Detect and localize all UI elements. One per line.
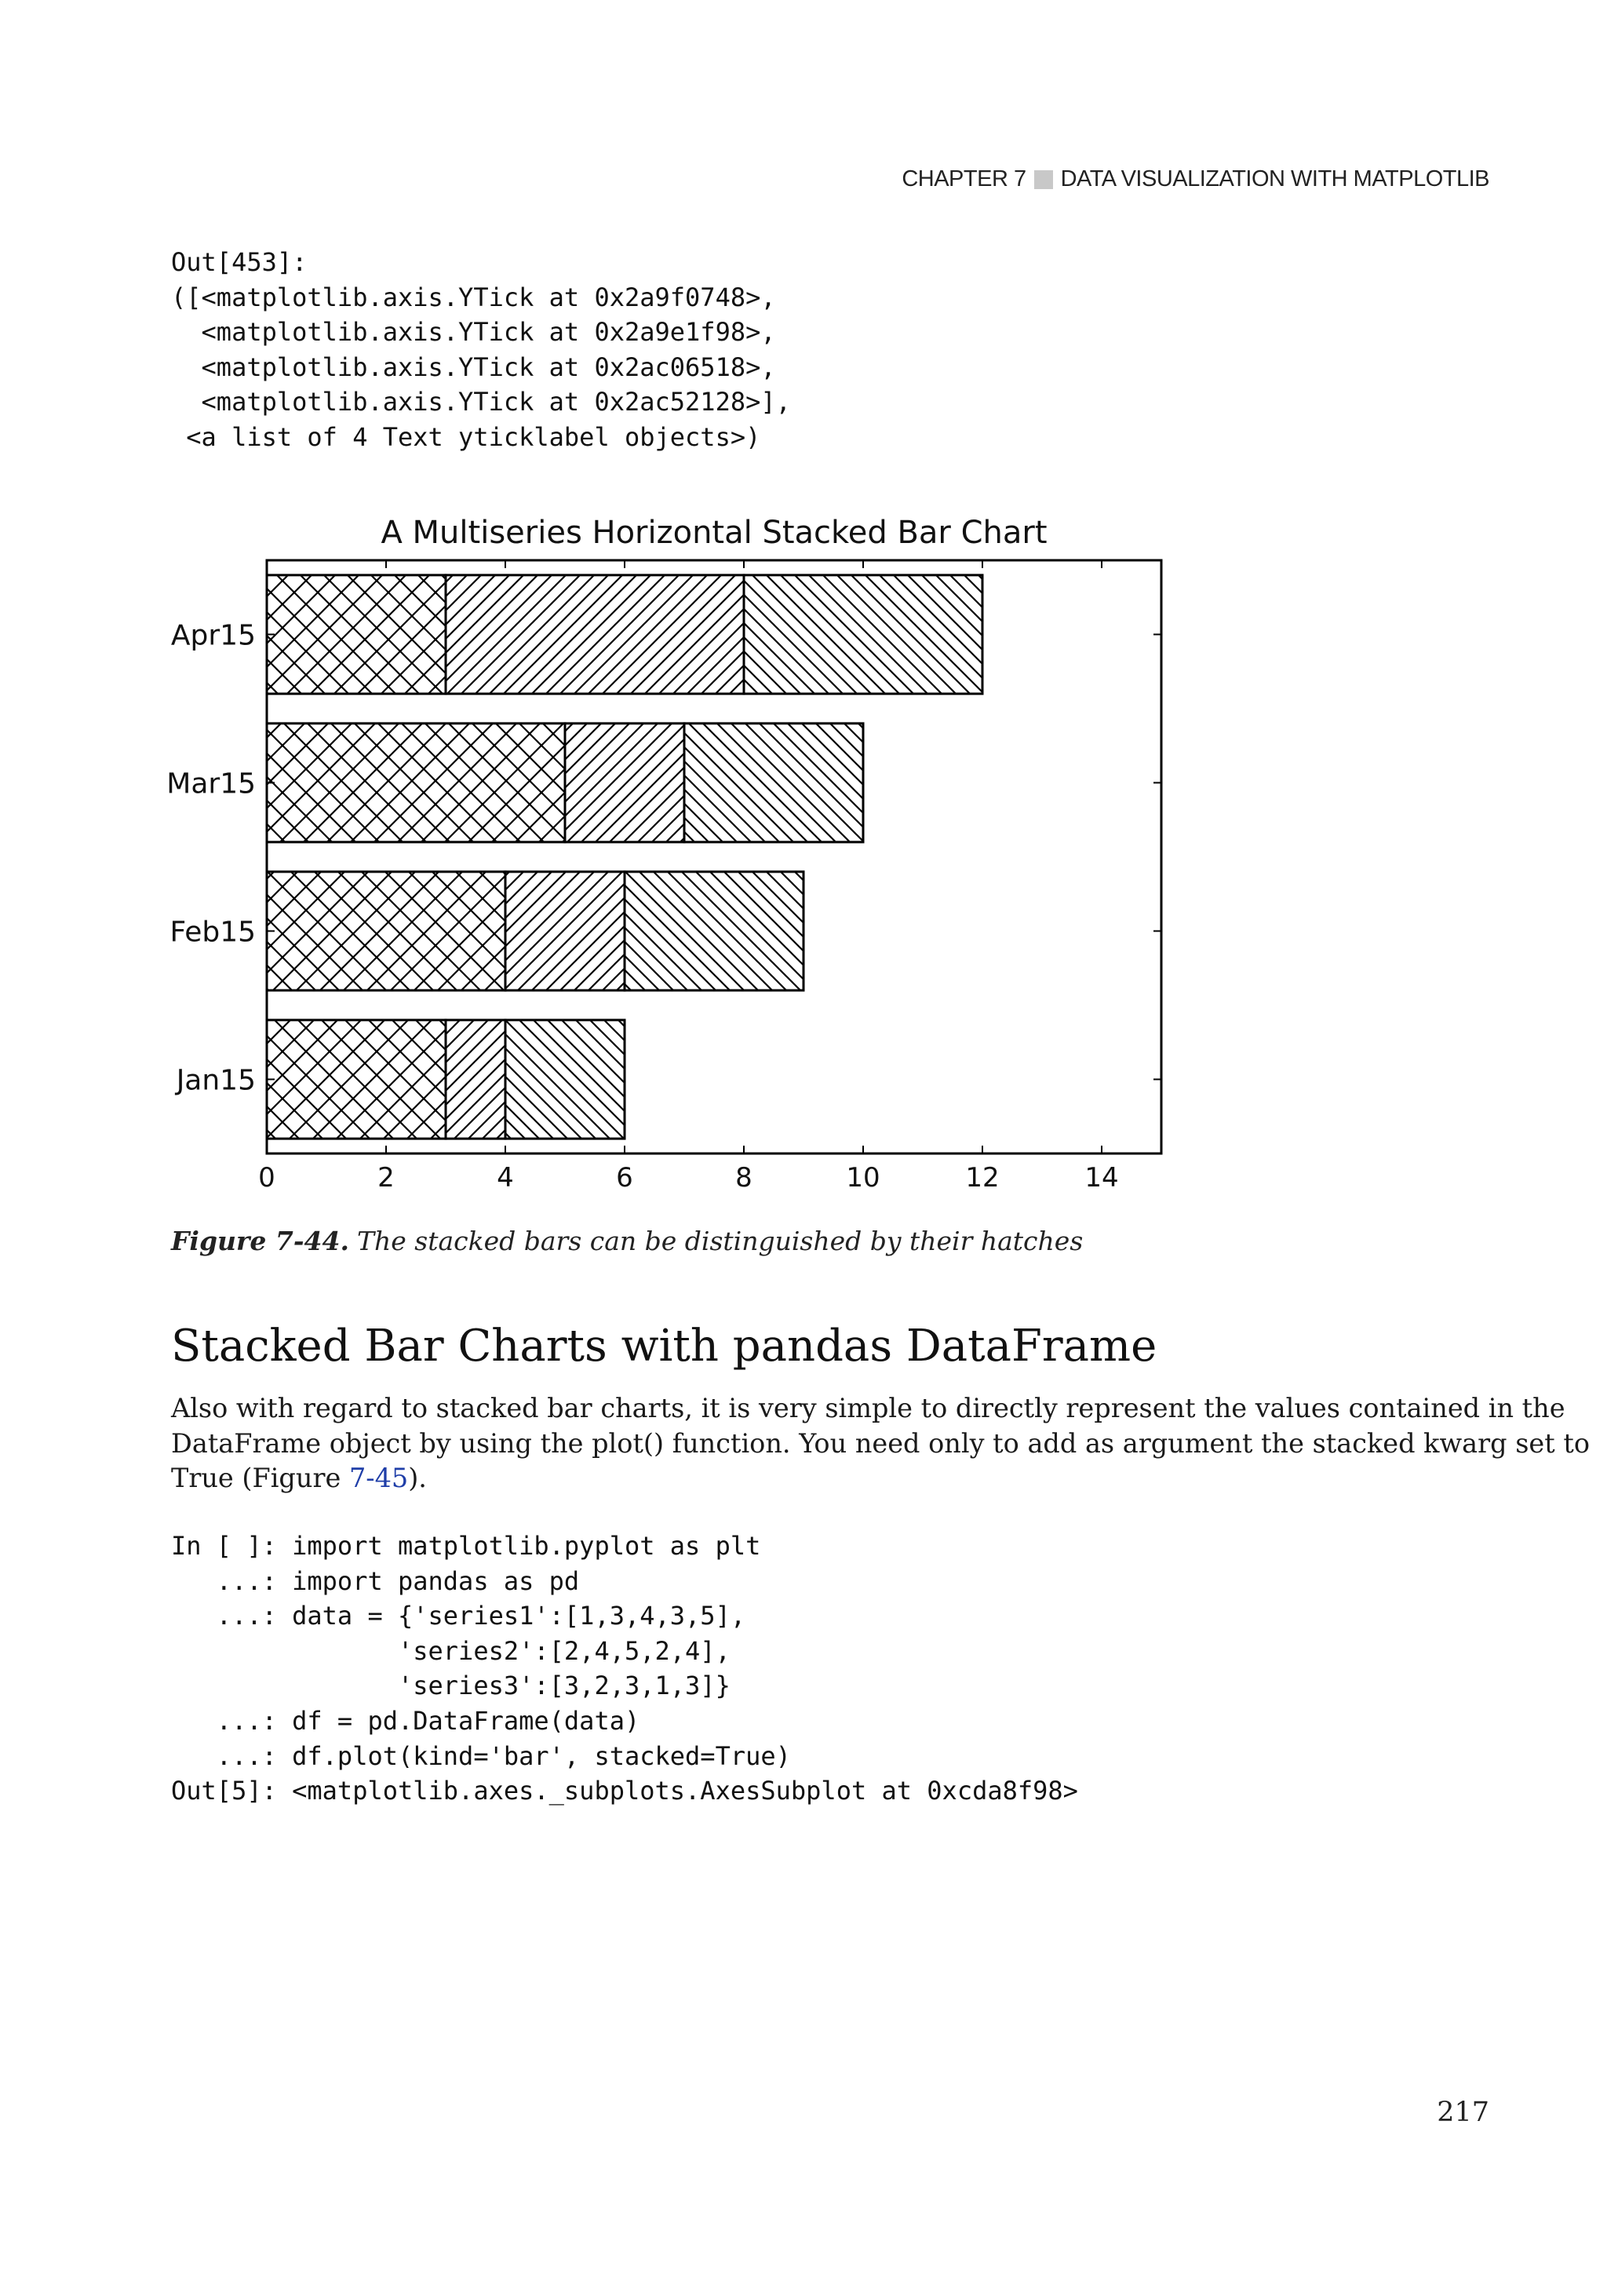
paragraph-line (171, 1461, 1466, 1496)
bar-mar15-series3 (684, 723, 863, 842)
chapter-title: DATA VISUALIZATION WITH MATPLOTLIB (1060, 166, 1489, 191)
code-line: ...: df.plot(kind='bar', stacked=True) (171, 1740, 791, 1771)
bar-feb15-series3 (625, 872, 804, 990)
code-line: In [ ]: import matplotlib.pyplot as plt (171, 1531, 761, 1561)
bar-jan15-series3 (505, 1020, 625, 1139)
caption-label: Figure 7-44. (171, 1226, 349, 1256)
xtick-label: 10 (846, 1162, 880, 1194)
chart-title: A Multiseries Horizontal Stacked Bar Chart (381, 515, 1048, 551)
paragraph-text: ). (408, 1463, 427, 1494)
figure-7-45-link[interactable]: 7-45 (348, 1463, 409, 1494)
xtick-label: 0 (258, 1162, 275, 1194)
ytick-label: Apr15 (170, 619, 256, 652)
code-line: ...: import pandas as pd (171, 1565, 580, 1596)
code-line: 'series2':[2,4,5,2,4], (171, 1635, 731, 1666)
xtick-label: 8 (735, 1162, 752, 1194)
bar-apr15-series1 (267, 575, 446, 694)
xtick-label: 14 (1084, 1162, 1119, 1194)
code-line: 'series3':[3,2,3,1,3]} (171, 1671, 731, 1701)
bar-jan15-series2 (446, 1020, 505, 1139)
xtick-label: 6 (616, 1162, 633, 1194)
code-input-block (171, 1529, 1078, 1809)
xtick-label: 12 (965, 1162, 1000, 1194)
section-title: Stacked Bar Charts with pandas DataFrame (171, 1321, 1157, 1372)
code-output-block (171, 245, 791, 455)
xtick-label: 4 (497, 1162, 514, 1194)
stacked-bar-chart (165, 510, 1185, 1201)
page-number: 217 (1437, 2097, 1489, 2128)
code-line: <matplotlib.axis.YTick at 0x2ac52128>], (171, 387, 791, 417)
code-line: <matplotlib.axis.YTick at 0x2a9e1f98>, (171, 317, 776, 348)
code-line: ([<matplotlib.axis.YTick at 0x2a9f0748>, (171, 282, 776, 312)
bar-feb15-series2 (505, 872, 625, 990)
bar-apr15-series2 (446, 575, 744, 694)
bar-feb15-series1 (267, 872, 505, 990)
paragraph-line: DataFrame object by using the plot() function. You need only to add as argument the stacked kwarg set to (171, 1427, 1590, 1459)
figure-caption (171, 1226, 1083, 1256)
header-separator (1034, 170, 1053, 189)
caption-text: The stacked bars can be distinguished by their hatches (356, 1226, 1084, 1256)
ytick-label: Jan15 (176, 1064, 256, 1097)
ytick-label: Mar15 (166, 767, 256, 800)
figure-7-44 (165, 510, 1185, 1204)
bar-mar15-series2 (565, 723, 684, 842)
running-header (902, 166, 1489, 192)
paragraph-line: Also with regard to stacked bar charts, it is very simple to directly represent the values contained in the (171, 1393, 1565, 1423)
code-line: ...: data = {'series1':[1,3,4,3,5], (171, 1601, 746, 1631)
ytick-label: Feb15 (169, 916, 256, 949)
code-line: ...: df = pd.DataFrame(data) (171, 1705, 640, 1736)
bar-apr15-series3 (744, 575, 982, 694)
body-paragraph (171, 1391, 1590, 1496)
bar-mar15-series1 (267, 723, 565, 842)
xtick-label: 2 (377, 1162, 395, 1194)
code-line: <matplotlib.axis.YTick at 0x2ac06518>, (171, 352, 776, 382)
chapter-label: CHAPTER 7 (902, 166, 1026, 191)
code-line: Out[453]: (171, 247, 308, 277)
paragraph-text: True (Figure (171, 1463, 349, 1494)
code-line: Out[5]: <matplotlib.axes._subplots.AxesSubplot at 0xcda8f98> (171, 1776, 1078, 1806)
bar-jan15-series1 (267, 1020, 446, 1139)
code-line: <a list of 4 Text yticklabel objects>) (171, 421, 761, 452)
bars-layer (267, 575, 982, 1139)
